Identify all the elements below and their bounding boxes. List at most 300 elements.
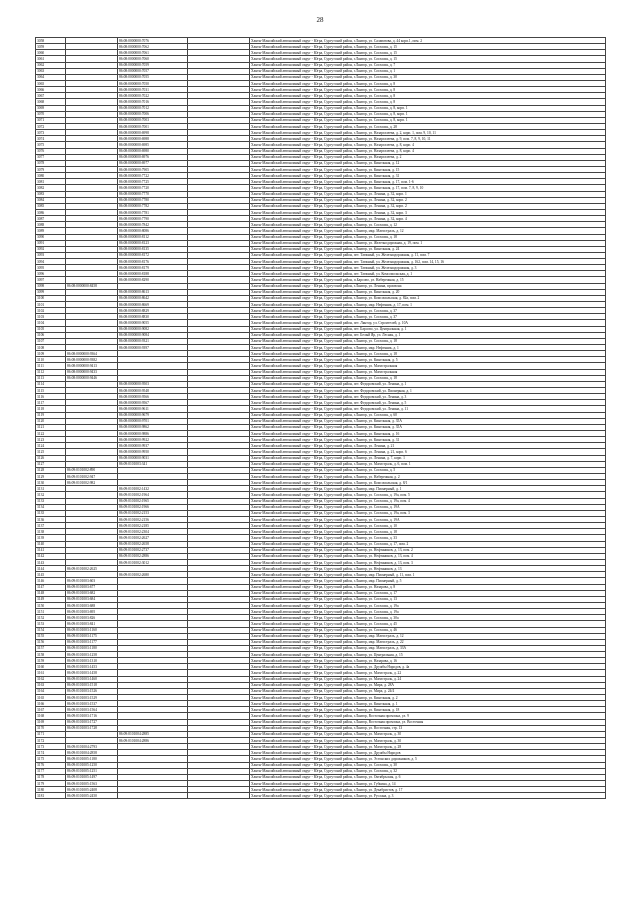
row-number-cell: 3063 [36,68,66,74]
row-number-cell: 3094 [36,259,66,265]
row-number-cell: 3084 [36,197,66,203]
building-cadastral-number-cell: 86:08:0000000:7725 [118,179,188,185]
row-number-cell: 3081 [36,179,66,185]
building-cadastral-number-cell: 86:08:0000000:7061 [118,50,188,56]
address-cell: Ханты-Мансийский автономный округ - Югра, Сургутский район, г.Лянтор, ул. Согласия, д. 19а, пом. 5 [250,492,606,498]
address-cell: Ханты-Мансийский автономный округ - Югра, Сургутский район, г.Лянтор, ул. Согласия, д. 5 [250,467,606,473]
row-number-cell: 3136 [36,516,66,522]
land-cadastral-number-cell: 86:09:0101003:603 [66,578,118,584]
land-cadastral-number-cell: 86:09:0101003:1175 [66,633,118,639]
building-cadastral-number-cell: 86:08:0000000:8669 [118,302,188,308]
row-number-cell: 3075 [36,142,66,148]
address-cell: Ханты-Мансийский автономный округ - Югра, Сургутский район, г.Лянтор, ул. Комсомольская, д. 82а, пом. 2 [250,295,606,301]
building-cadastral-number-cell: 86:08:0000000:7842 [118,222,188,228]
land-cadastral-number-cell: 86:09:0101005:1250 [66,762,118,768]
address-cell: Ханты-Мансийский автономный округ - Югра, Сургутский район, г.Лянтор, ул. Набережная, д. 2 [250,473,606,479]
row-number-cell: 3120 [36,418,66,424]
address-cell: Ханты-Мансийский автономный округ - Югра, Сургутский район, г.Лянтор, мкр. Магистраль, д. 22 [250,639,606,645]
building-cadastral-number-cell: 86:08:0000000:7076 [118,38,188,44]
row-number-cell: 3106 [36,332,66,338]
row-number-cell: 3105 [36,326,66,332]
row-number-cell: 3178 [36,774,66,780]
building-cadastral-number-cell: 86:08:0000000:9886 [118,431,188,437]
address-cell: Ханты-Мансийский автономный округ - Югра, Сургутский район, г.Лянтор, ул. Согласия, д. 32 [250,768,606,774]
address-cell: Ханты-Мансийский автономный округ - Югра, Сургутский район, г.Лянтор, ул. Декабристов, д. 17 [250,787,606,793]
land-cadastral-number-cell: 86:09:0101002:982 [66,480,118,486]
land-cadastral-number-cell: 86:09:0101003:695 [66,609,118,615]
address-cell: Ханты-Мансийский автономный округ - Югра, Сургутский район, г.Лянтор, ул. Кинельная, д. 35А [250,424,606,430]
building-cadastral-number-cell: 86:09:0101002:2304 [118,529,188,535]
building-cadastral-number-cell: 86:08:0000000:9082 [118,326,188,332]
row-number-cell: 3180 [36,787,66,793]
land-cadastral-number-cell: 86:09:0101004:2793 [66,744,118,750]
row-number-cell: 3058 [36,38,66,44]
address-cell: Ханты-Мансийский автономный округ - Югра, Сургутский район, г.Лянтор, ул. Ленина, д. 32, корп. 2 [250,197,606,203]
address-cell: Ханты-Мансийский автономный округ - Югра, Сургутский район, г.Лянтор, ул. Магистраль, д. 24 [250,676,606,682]
land-cadastral-number-cell: 86:09:0101003:1564 [66,707,118,713]
address-cell: Ханты-Мансийский автономный округ - Югра, Сургутский район, г.Лянтор, ул. Согласия, д. 15 [250,44,606,50]
address-cell: Ханты-Мансийский автономный округ - Югра, Сургутский район, г.Лянтор, ул. Магистраль, д. 6, пом. 1 [250,461,606,467]
address-cell: Ханты-Мансийский автономный округ - Югра, Сургутский район, г.Лянтор, ул. Согласия, д. 7 [250,62,606,68]
address-cell: Ханты-Мансийский автономный округ - Югра, Сургутский район, г.Лянтор, ул. Согласия, д. 37 [250,314,606,320]
building-cadastral-number-cell: 86:08:0000000:7001 [118,123,188,129]
building-cadastral-number-cell: 86:09:0101002:2680 [118,572,188,578]
row-number-cell: 3098 [36,283,66,289]
row-number-cell: 3103 [36,314,66,320]
row-number-cell: 3095 [36,265,66,271]
row-number-cell: 3111 [36,363,66,369]
row-number-cell: 3088 [36,222,66,228]
row-number-cell: 3176 [36,762,66,768]
building-cadastral-number-cell: 86:09:0101002:1966 [118,504,188,510]
address-cell: Ханты-Мансийский автономный округ - Югра, Сургутский район, г.Лянтор, ул. Магистраль, д. 22 [250,670,606,676]
address-cell: Ханты-Мансийский автономный округ - Югра, Сургутский район, г.Лянтор, ул. Магистральная [250,363,606,369]
address-cell: Ханты-Мансийский автономный округ - Югра, Сургутский район, г.Лянтор, ул. Комсомольская, д. 8/1 [250,480,606,486]
address-cell: Ханты-Мансийский автономный округ - Югра, Сургутский район, г.Лянтор, мкр. Нефтяник, д. 1 [250,345,606,351]
row-number-cell: 3166 [36,701,66,707]
row-number-cell: 3155 [36,633,66,639]
land-cadastral-number-cell: 86:09:0101005:1563 [66,781,118,787]
building-cadastral-number-cell: 86:08:0000000:7022 [118,93,188,99]
address-cell: Ханты-Мансийский автономный округ - Югра, Сургутский район, пгт. Федоровский, ул. Ленина, д. 3 [250,394,606,400]
building-cadastral-number-cell: 86:09:0101002:3012 [118,559,188,565]
building-cadastral-number-cell: 86:08:0000000:7720 [118,185,188,191]
row-number-cell: 3181 [36,793,66,799]
row-number-cell: 3121 [36,424,66,430]
building-cadastral-number-cell: 86:09:0101002:2627 [118,535,188,541]
address-cell: Ханты-Мансийский автономный округ - Югра, Сургутский район, г.Лянтор, ул. Назаргалеева, д. 8, корп. 4 [250,148,606,154]
row-number-cell: 3099 [36,289,66,295]
land-cadastral-number-cell: 86:09:0101003:688 [66,602,118,608]
row-number-cell: 3118 [36,406,66,412]
address-cell: Ханты-Мансийский автономный округ - Югра, Сургутский район, г.Лянтор, ул. Салаватова, д. 44 корп.1, пом. 2 [250,38,606,44]
building-cadastral-number-cell: 86:08:0000000:7790 [118,216,188,222]
land-cadastral-number-cell: 86:09:0101003:1716 [66,713,118,719]
row-number-cell: 3076 [36,148,66,154]
building-cadastral-number-cell: 86:08:0000000:9679 [118,412,188,418]
address-cell: Ханты-Мансийский автономный округ - Югра, Сургутский район, г.Лянтор, ул. Восточная, стр. 13 [250,725,606,731]
row-number-cell: 3090 [36,234,66,240]
row-number-cell: 3129 [36,473,66,479]
land-cadastral-number-cell: 86:09:0101002:947 [66,473,118,479]
building-cadastral-number-cell [118,793,188,799]
address-cell: Ханты-Мансийский автономный округ - Югра, Сургутский район, г.Лянтор, ул. Железнодорожная, д. 19, пом. 1 [250,240,606,246]
land-cadastral-number-cell: 86:09:0101002:2625 [66,566,118,572]
building-cadastral-number-cell: 86:08:0000000:6998 [118,130,188,136]
building-cadastral-number-cell: 86:09:0101004:2885 [118,731,188,737]
address-cell: Ханты-Мансийский автономный округ - Югра, Сургутский район, г.Лянтор, ул. Согласия, д. 17, пом. 2 [250,541,606,547]
address-cell: Ханты-Мансийский автономный округ - Югра, Сургутский район, г.Лянтор, ул. Кинельная, д. 20 [250,289,606,295]
building-cadastral-number-cell: 86:08:0000000:8135 [118,246,188,252]
building-cadastral-number-cell: 86:08:0000000:8086 [118,228,188,234]
building-cadastral-number-cell: 86:08:0000000:9321 [118,338,188,344]
building-cadastral-number-cell: 86:08:0000000:9031 [118,455,188,461]
address-cell: Ханты-Мансийский автономный округ - Югра, Сургутский район, г.Лянтор, ул. Ленина, д. 32, корп. 1 [250,191,606,197]
row-number-cell: 3089 [36,228,66,234]
land-cadastral-number-cell: 86:09:0101003:1458 [66,670,118,676]
address-cell: Ханты-Мансийский автономный округ - Югра, Сургутский район, г.Лянтор, ул. Назаргалеева, д. 2 [250,154,606,160]
row-number-cell: 3072 [36,123,66,129]
address-cell: Ханты-Мансийский автономный округ - Югра, Сургутский район, пгт. Таежный, ул. Железнодорожная, д. 3 [250,265,606,271]
address-cell: Ханты-Мансийский автономный округ - Югра, Сургутский район, г.Лянтор, ул. Назарова, д. 8 [250,584,606,590]
address-cell: Ханты-Мансийский автономный округ - Югра, Сургутский район, пгт. Федоровский, ул. Пионерная, д. 1 [250,388,606,394]
address-cell: Ханты-Мансийский автономный округ - Югра, Сургутский район, г.Лянтор, ул. Согласия, д. 18 [250,234,606,240]
address-cell: Ханты-Мансийский автономный округ - Югра, Сургутский район, г.Лянтор, ул. Согласия, д. 8 [250,93,606,99]
row-number-cell: 3064 [36,74,66,80]
address-cell: Ханты-Мансийский автономный округ - Югра, Сургутский район, г.Лянтор, ул. Согласия, д. 30 [250,74,606,80]
land-cadastral-number-cell: 86:08:0000000:9382 [66,357,118,363]
land-cadastral-number-cell: 86:08:0000000:9364 [66,351,118,357]
building-cadastral-number-cell: 86:08:0000000:7722 [118,173,188,179]
row-number-cell: 3130 [36,480,66,486]
building-cadastral-number-cell: 86:08:0000000:8830 [118,314,188,320]
address-cell: Ханты-Мансийский автономный округ - Югра, Сургутский район, г.Лянтор, ул. Октябрьская, д. 6 [250,774,606,780]
address-cell: Ханты-Мансийский автономный округ - Югра, Сургутский район, г.Лянтор, ул. Нефтяников, д. 13 [250,566,606,572]
address-cell: Ханты-Мансийский автономный округ - Югра, Сургутский район, г.Лянтор, Восточная промзона, ул. 9 [250,713,606,719]
address-cell: Ханты-Мансийский автономный округ - Югра, Сургутский район, г.Лянтор, мкр. Магистраль, д. 12 [250,633,606,639]
row-number-cell: 3168 [36,713,66,719]
row-number-cell: 3080 [36,173,66,179]
land-cadastral-number-cell: 86:09:0101003:677 [66,584,118,590]
address-cell: Ханты-Мансийский автономный округ - Югра, Сургутский район, г.Лянтор, ул. Назаргалеева, д. 8, корп. 4 [250,142,606,148]
building-cadastral-number-cell: 86:08:0000000:8642 [118,295,188,301]
row-number-cell: 3167 [36,707,66,713]
row-number-cell: 3101 [36,302,66,308]
address-cell: Ханты-Мансийский автономный округ - Югра, Сургутский район, пгт. Лянтор, ул. Строителей, д. 10А [250,320,606,326]
building-cadastral-number-cell: 86:09:0101002:2185 [118,523,188,529]
address-cell: Ханты-Мансийский автономный округ - Югра, Сургутский район, г.Лянтор, ул. Мира, д. 24/4 [250,688,606,694]
building-cadastral-number-cell: 86:09:0101002:2153 [118,510,188,516]
address-cell: Ханты-Мансийский автономный округ - Югра, Сургутский район, г.Лянтор, ул. Согласия, д. 8, корп. 1 [250,105,606,111]
building-cadastral-number-cell: 86:08:0000000:8172 [118,252,188,258]
row-number-cell: 3070 [36,111,66,117]
address-cell: Ханты-Мансийский автономный округ - Югра, Сургутский район, г.Лянтор, ул. Согласия, д. 8 [250,87,606,93]
building-cadastral-number-cell: 86:08:0000000:9566 [118,394,188,400]
row-number-cell: 3151 [36,609,66,615]
building-cadastral-number-cell: 86:09:0101002:2886 [118,553,188,559]
address-cell: Ханты-Мансийский автономный округ - Югра, Сургутский район, г.Лянтор, ул. Кинельная, д. 12 [250,160,606,166]
building-cadastral-number-cell: 86:08:0000000:8112 [118,234,188,240]
building-cadastral-number-cell: 86:08:0000000:8123 [118,240,188,246]
address-cell: Ханты-Мансийский автономный округ - Югра, Сургутский район, г.Лянтор, ул. Согласия, д. 8 [250,99,606,105]
row-number-cell: 3096 [36,271,66,277]
building-cadastral-number-cell: 86:08:0000000:9055 [118,320,188,326]
row-number-cell: 3156 [36,639,66,645]
address-cell: Ханты-Мансийский автономный округ - Югра, Сургутский район, г.Лянтор, ул. Ленина, д. 32, корп. 4 [250,216,606,222]
row-number-cell: 3112 [36,369,66,375]
land-cadastral-number-cell: 86:09:0101005:1251 [66,768,118,774]
address-cell: Ханты-Мансийский автономный округ - Югра, Сургутский район, г.Лянтор, ул. Руслана, д. 3 [250,793,606,799]
address-cell: Ханты-Мансийский автономный округ - Югра, Сургутский район, г.Лянтор, ул. Кинельная, д. 17, пом. 7, 8, 9, 10 [250,185,606,191]
row-number-cell: 3078 [36,160,66,166]
row-number-cell: 3068 [36,99,66,105]
row-number-cell: 3061 [36,56,66,62]
address-cell: Ханты-Мансийский автономный округ - Югра, Сургутский район, г.Лянтор, ул. Губкина, д. 14 [250,781,606,787]
row-number-cell: 3157 [36,645,66,651]
row-number-cell: 3126 [36,455,66,461]
row-number-cell: 3147 [36,584,66,590]
land-cadastral-number-cell: 86:09:0101005:2450 [66,793,118,799]
building-cadastral-number-cell: 86:08:0000000:7059 [118,62,188,68]
row-number-cell: 3128 [36,467,66,473]
row-number-cell: 3140 [36,541,66,547]
row-number-cell: 3102 [36,308,66,314]
row-number-cell: 3132 [36,492,66,498]
address-cell: Ханты-Мансийский автономный округ - Югра, Сургутский район, г.Лянтор, мкр. Нефтяник, д. 17, пом. 1 [250,302,606,308]
building-cadastral-number-cell: 86:08:0000000:7062 [118,44,188,50]
address-cell: Ханты-Мансийский автономный округ - Югра, Сургутский район, г.Лянтор, ул. Согласия, д. 17 [250,590,606,596]
row-number-cell: 3154 [36,627,66,633]
address-cell: Ханты-Мансийский автономный округ - Югра, Сургутский район, г.Лянтор, ул. Кинельная, д. 1 [250,701,606,707]
building-cadastral-number-cell: 86:09:0101002:2737 [118,547,188,553]
building-cadastral-number-cell: 86:09:0101002:1964 [118,492,188,498]
building-cadastral-number-cell: 86:08:0000000:9567 [118,400,188,406]
building-cadastral-number-cell: 86:08:0000000:6980 [118,148,188,154]
address-cell: Ханты-Мансийский автономный округ - Югра, Сургутский район, г.Лянтор, ул. Согласия, д. 46 [250,627,606,633]
address-cell: Ханты-Мансийский автономный округ - Югра, Сургутский район, г.Лянтор, мкр. Пионерный, д. 5 [250,578,606,584]
row-number-cell: 3152 [36,615,66,621]
land-cadastral-number-cell: 86:08:0000000:8458 [66,283,118,289]
row-number-cell: 3092 [36,246,66,252]
row-number-cell: 3174 [36,750,66,756]
row-number-cell: 3177 [36,768,66,774]
building-cadastral-number-cell: 86:08:0000000:9701 [118,418,188,424]
land-cadastral-number-cell: 86:09:0101003:1537 [66,701,118,707]
row-number-cell: 3135 [36,510,66,516]
address-cell: Ханты-Мансийский автономный округ - Югра, Сургутский район, г.Лянтор, ул. Дружбы Народов, д. 4а [250,664,606,670]
row-number-cell: 3146 [36,578,66,584]
row-number-cell: 3083 [36,191,66,197]
row-number-cell: 3100 [36,295,66,301]
row-number-cell: 3175 [36,756,66,762]
row-number-cell: 3123 [36,437,66,443]
address-cell: Ханты-Мансийский автономный округ - Югра, Сургутский район, г.Лянтор, ул. Кинельная, д. 17, пом. 1-6 [250,179,606,185]
address-cell: Ханты-Мансийский автономный округ - Югра, Сургутский район, пгт. Таежный, ул. Железнодорожная, д. 11, пом. 7 [250,252,606,258]
address-cell: Ханты-Мансийский автономный округ - Югра, Сургутский район, г.Лянтор, ул. Магистраль, д. 28 [250,744,606,750]
building-cadastral-number-cell: 86:08:0000000:9922 [118,437,188,443]
address-cell: Ханты-Мансийский автономный округ - Югра, Сургутский район, г.Лянтор, ул. Ленина, д. 32, корп. 2 [250,203,606,209]
address-cell: Ханты-Мансийский автономный округ - Югра, Сургутский район, г.Лянтор, ул. Согласия, д. 19а [250,609,606,615]
land-cadastral-number-cell: 86:08:0000000:9446 [66,375,118,381]
row-number-cell: 3097 [36,277,66,283]
address-cell: Ханты-Мансийский автономный округ - Югра, Сургутский район, г.Лянтор, ул. Кинельная, д. 15 [250,166,606,172]
address-cell: Ханты-Мансийский автономный округ - Югра, Сургутский район, г.Лянтор, ул. Кинельная, д. 35А [250,418,606,424]
row-number-cell: 3115 [36,388,66,394]
row-number-cell: 3113 [36,375,66,381]
address-cell: Ханты-Мансийский автономный округ - Югра, Сургутский район, г.Лянтор, Восточная промзона, ул. Восточная [250,719,606,725]
address-cell: Ханты-Мансийский автономный округ - Югра, Сургутский район, г.Лянтор, ул. Согласия, д. 19а [250,602,606,608]
address-cell: Ханты-Мансийский автономный округ - Югра, Сургутский район, г.Лянтор, ул. Ленина, д. 21 [250,443,606,449]
address-cell: Ханты-Мансийский автономный округ - Югра, Сургутский район, г.Лянтор, ул. Согласия, д. 18 [250,529,606,535]
address-cell: Ханты-Мансийский автономный округ - Югра, Сургутский район, г.Лянтор, мкр. Магистраль, д. 12 [250,228,606,234]
row-number-cell: 3127 [36,461,66,467]
building-cadastral-number-cell: 86:08:0000000:9862 [118,424,188,430]
building-cadastral-number-cell: 86:08:0000000:7006 [118,111,188,117]
address-cell: Ханты-Мансийский автономный округ - Югра, Сургутский район, г.Лянтор, ул. Согласия, д. 19а, пом. 4 [250,498,606,504]
address-cell: Ханты-Мансийский автономный округ - Югра, Сургутский район, г.Лянтор, ул. Согласия, д. 10 [250,523,606,529]
row-number-cell: 3163 [36,682,66,688]
row-number-cell: 3066 [36,87,66,93]
address-cell: Ханты-Мансийский автономный округ - Югра, Сургутский район, г.Лянтор, ул. Нефтяников, д. 13, пом. 4 [250,553,606,559]
address-cell: Ханты-Мансийский автономный округ - Югра, Сургутский район, г.Лянтор, ул. Мира, д. 28А [250,682,606,688]
row-number-cell: 3172 [36,738,66,744]
row-number-cell: 3137 [36,523,66,529]
address-cell: Ханты-Мансийский автономный округ - Югра, Сургутский район, г.Лянтор, ул. Назаргалеева, д. 9, пом. 7, 8, 9, 10, 11 [250,136,606,142]
land-cadastral-number-cell: 86:08:0000000:9433 [66,369,118,375]
row-number-cell: 3079 [36,166,66,172]
building-cadastral-number-cell: 86:08:0000000:7050 [118,80,188,86]
address-cell: Ханты-Мансийский автономный округ - Югра, Сургутский район, г.Лянтор, ул. Согласия, д. 30а [250,615,606,621]
table-row [36,793,606,799]
property-register-table [35,37,606,799]
address-cell: Ханты-Мансийский автономный округ - Югра, Сургутский район, г.Лянтор, ул. Согласия, д. 1 [250,68,606,74]
building-cadastral-number-cell: 86:08:0000000:6976 [118,154,188,160]
row-number-cell: 3169 [36,719,66,725]
building-cadastral-number-cell: 86:08:0000000:9084 [118,332,188,338]
address-cell: Ханты-Мансийский автономный округ - Югра, Сургутский район, г.Лянтор, мкр. Магистраль, д. 33А [250,645,606,651]
row-number-cell: 3085 [36,203,66,209]
land-cadastral-number-cell: 86:09:0101005:1497 [66,774,118,780]
row-number-cell: 3170 [36,725,66,731]
address-cell: Ханты-Мансийский автономный округ - Югра, Сургутский район, г.Лянтор, ул. Ленина, промзона [250,283,606,289]
address-cell: Ханты-Мансийский автономный округ - Югра, Сургутский район, г.Лянтор, ул. Ленина, д. 7, корп. 1 [250,455,606,461]
row-number-cell: 3153 [36,621,66,627]
row-number-cell: 3125 [36,449,66,455]
address-cell: Ханты-Мансийский автономный округ - Югра, Сургутский район, г.Лянтор, ул. Магистраль, д. 30 [250,738,606,744]
address-cell: Ханты-Мансийский автономный округ - Югра, Сургутский район, г.Лянтор, ул. Ленина, д. 32, корп. 3 [250,209,606,215]
row-number-cell: 3144 [36,566,66,572]
address-cell: Ханты-Мансийский автономный округ - Югра, Сургутский район, г.Лянтор, ул. Кинельная, д. 5 [250,357,606,363]
address-cell: Ханты-Мансийский автономный округ - Югра, Сургутский район, г.Лянтор, ул. Назаргалеева, д. 2, корп. 1, пом. 9, 10, 11 [250,130,606,136]
page-number: 28 [316,16,324,24]
row-number-cell: 3077 [36,154,66,160]
row-number-cell: 3158 [36,652,66,658]
address-cell: Ханты-Мансийский автономный округ - Югра, Сургутский район, г.Лянтор, ул. Согласия, д. 45 [250,621,606,627]
address-cell: Ханты-Мансийский автономный округ - Югра, Сургутский район, г.Лянтор, ул. Дружбы Народов [250,750,606,756]
address-cell: Ханты-Мансийский автономный округ - Югра, Сургутский район, г.Лянтор, ул. Кинельная, д. 16 [250,431,606,437]
building-cadastral-number-cell: 86:08:0000000:7770 [118,191,188,197]
address-cell: Ханты-Мансийский автономный округ - Югра, Сургутский район, г.Лянтор, ул. Согласия, д. 19а, пом. 3 [250,510,606,516]
row-number-cell: 3179 [36,781,66,787]
row-number-cell: 3161 [36,670,66,676]
land-cadastral-number-cell: 86:09:0101003:1526 [66,688,118,694]
row-number-cell: 3074 [36,136,66,142]
land-cadastral-number-cell: 86:09:0101003:826 [66,615,118,621]
row-number-cell: 3114 [36,381,66,387]
row-number-cell: 3091 [36,240,66,246]
row-number-cell: 3108 [36,345,66,351]
building-cadastral-number-cell: 86:08:0000000:9937 [118,443,188,449]
row-number-cell: 3149 [36,596,66,602]
building-cadastral-number-cell: 86:09:0101002:1432 [118,486,188,492]
building-cadastral-number-cell: 86:08:0000000:7012 [118,105,188,111]
row-number-cell: 3062 [36,62,66,68]
building-cadastral-number-cell: 86:08:0000000:7905 [118,166,188,172]
row-number-cell: 3073 [36,130,66,136]
address-cell: Ханты-Мансийский автономный округ - Югра, Сургутский район, г.Лянтор, ул. Ленина, д. 21, корп. 6 [250,449,606,455]
land-cadastral-number-cell: 86:09:0101005:1180 [66,756,118,762]
address-cell: Ханты-Мансийский автономный округ - Югра, Сургутский район, г.Лянтор, ул. Согласия, д. 8, корп. 1 [250,117,606,123]
building-cadastral-number-cell: 86:08:0000000:6977 [118,160,188,166]
address-cell: Ханты-Мансийский автономный округ - Югра, Сургутский район, г.Лянтор, ул. Согласия, д. 18 [250,338,606,344]
row-number-cell: 3116 [36,394,66,400]
building-cadastral-number-cell: 86:08:0000000:7781 [118,209,188,215]
row-number-cell: 3139 [36,535,66,541]
row-number-cell: 3059 [36,44,66,50]
building-cadastral-number-cell: 86:08:0000000:8179 [118,265,188,271]
address-cell: Ханты-Мансийский автономный округ - Югра, Сургутский район, г.Лянтор, ул. Согласия, д. 15 [250,56,606,62]
land-cadastral-number-cell: 86:09:0101003:841 [66,621,118,627]
building-cadastral-number-cell: 86:09:0101002:2658 [118,541,188,547]
address-cell: Ханты-Мансийский автономный округ - Югра, Сургутский район, пгт. Федоровский, ул. Ленина, д. 11 [250,406,606,412]
address-cell: Ханты-Мансийский автономный округ - Югра, Сургутский район, г.Лянтор, ул. Кинельная, д. 31 [250,437,606,443]
address-cell: Ханты-Мансийский автономный округ - Югра, Сургутский район, пгт. Таежный, ул. Комсомольская, д. 1 [250,271,606,277]
land-cadastral-number-cell: 86:09:0101003:1727 [66,719,118,725]
land-cadastral-number-cell: 86:09:0101004:2858 [66,750,118,756]
land-cadastral-number-cell: 86:09:0101003:682 [66,590,118,596]
building-cadastral-number-cell: 86:08:0000000:9950 [118,449,188,455]
address-cell: Ханты-Мансийский автономный округ - Югра, Сургутский район, г.Лянтор, ул. Согласия, д. 13 [250,596,606,602]
row-number-cell: 3087 [36,216,66,222]
row-number-cell: 3071 [36,117,66,123]
address-cell: Ханты-Мансийский автономный округ - Югра, Сургутский район, пгт. Белый Яр, ул. Лесная, д. 1 [250,332,606,338]
building-cadastral-number-cell: 86:09:0101003:341 [118,461,188,467]
address-cell: Ханты-Мансийский автономный округ - Югра, Сургутский район, г.Лянтор, ул. Магистральная [250,369,606,375]
address-cell: Ханты-Мансийский автономный округ - Югра, Сургутский район, г.Лянтор, ул. Согласия, д. 19А [250,516,606,522]
building-cadastral-number-cell: 86:08:0000000:8829 [118,308,188,314]
land-cadastral-number-cell: 86:09:0101002:890 [66,467,118,473]
land-cadastral-number-cell: 86:09:0101003:1160 [66,627,118,633]
row-number-cell: 3141 [36,547,66,553]
row-number-cell: 3145 [36,572,66,578]
row-number-cell: 3067 [36,93,66,99]
address-cell: Ханты-Мансийский автономный округ - Югра, Сургутский район, г.Лянтор, ул. Согласия, д. 19А [250,504,606,510]
row-number-cell: 3150 [36,602,66,608]
address-cell: Ханты-Мансийский автономный округ - Югра, Сургутский район, г.Лянтор, ул. Согласия, д. 18 [250,375,606,381]
address-cell: Ханты-Мансийский автономный округ - Югра, Сургутский район, г.Лянтор, ул. Нефтяников, д. 13, пом. 3 [250,559,606,565]
address-cell: Ханты-Мансийский автономный округ - Югра, Сургутский район, г.Лянтор, ул. Кинельная, д. 2 [250,695,606,701]
land-cadastral-number-cell: 86:09:0101003:1529 [66,695,118,701]
row-number-cell: 3164 [36,688,66,694]
row-number-cell: 3117 [36,400,66,406]
row-number-cell: 3142 [36,553,66,559]
building-cadastral-number-cell: 86:09:0101004:2886 [118,738,188,744]
address-cell: Ханты-Мансийский автономный округ - Югра, Сургутский район, г.Лянтор, ул. Согласия, д. 37 [250,308,606,314]
building-cadastral-number-cell: 86:08:0000000:7782 [118,203,188,209]
row-number-cell: 3160 [36,664,66,670]
row-number-cell: 3065 [36,80,66,86]
address-cell: Ханты-Мансийский автономный округ - Югра, Сургутский район, п.Барсово, ул. Набережная, д. 15 [250,277,606,283]
